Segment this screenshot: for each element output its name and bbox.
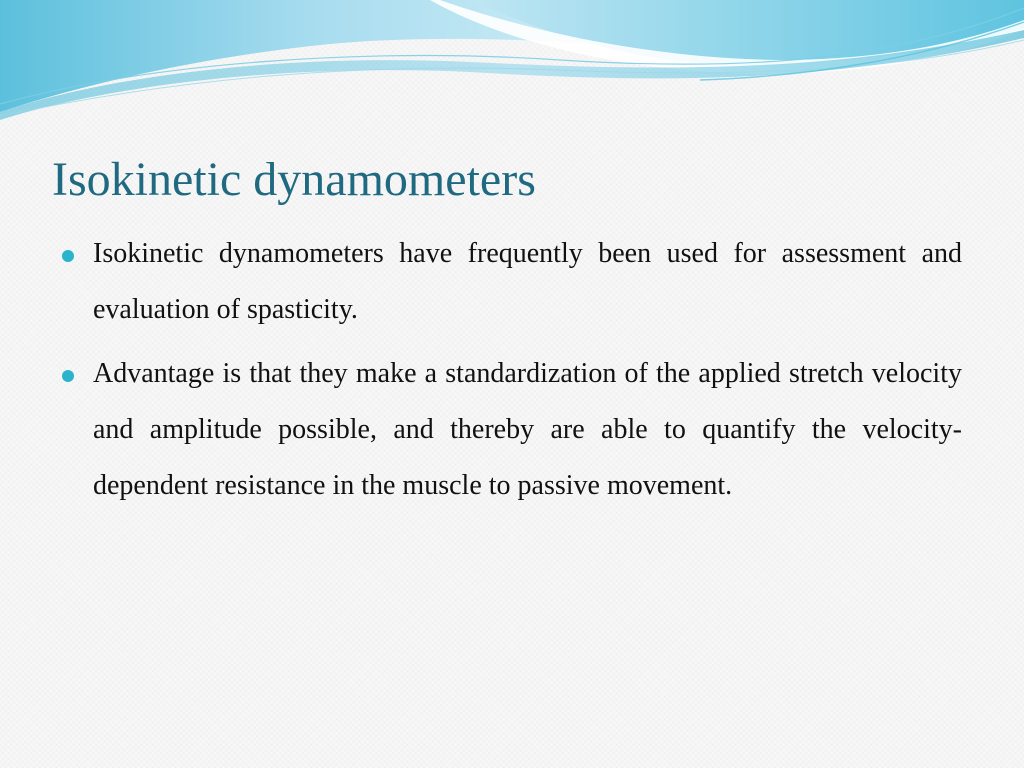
slide-title: Isokinetic dynamometers [52,153,536,206]
bullet-text: Isokinetic dynamometers have frequently been used for assessment and evaluation of spasticity. [93,238,962,325]
round-bullet-icon [62,370,74,382]
bullet-list [62,226,962,522]
round-bullet-icon [62,250,74,262]
bullet-text: Advantage is that they make a standardization of the applied stretch velocity and amplitude possible, and thereby are able to quantify the velocity-dependent resistance in the muscle to passive movement. [93,358,962,501]
bullet-item [62,226,962,338]
header-wave-decoration [0,0,1024,130]
bullet-item [62,346,962,514]
